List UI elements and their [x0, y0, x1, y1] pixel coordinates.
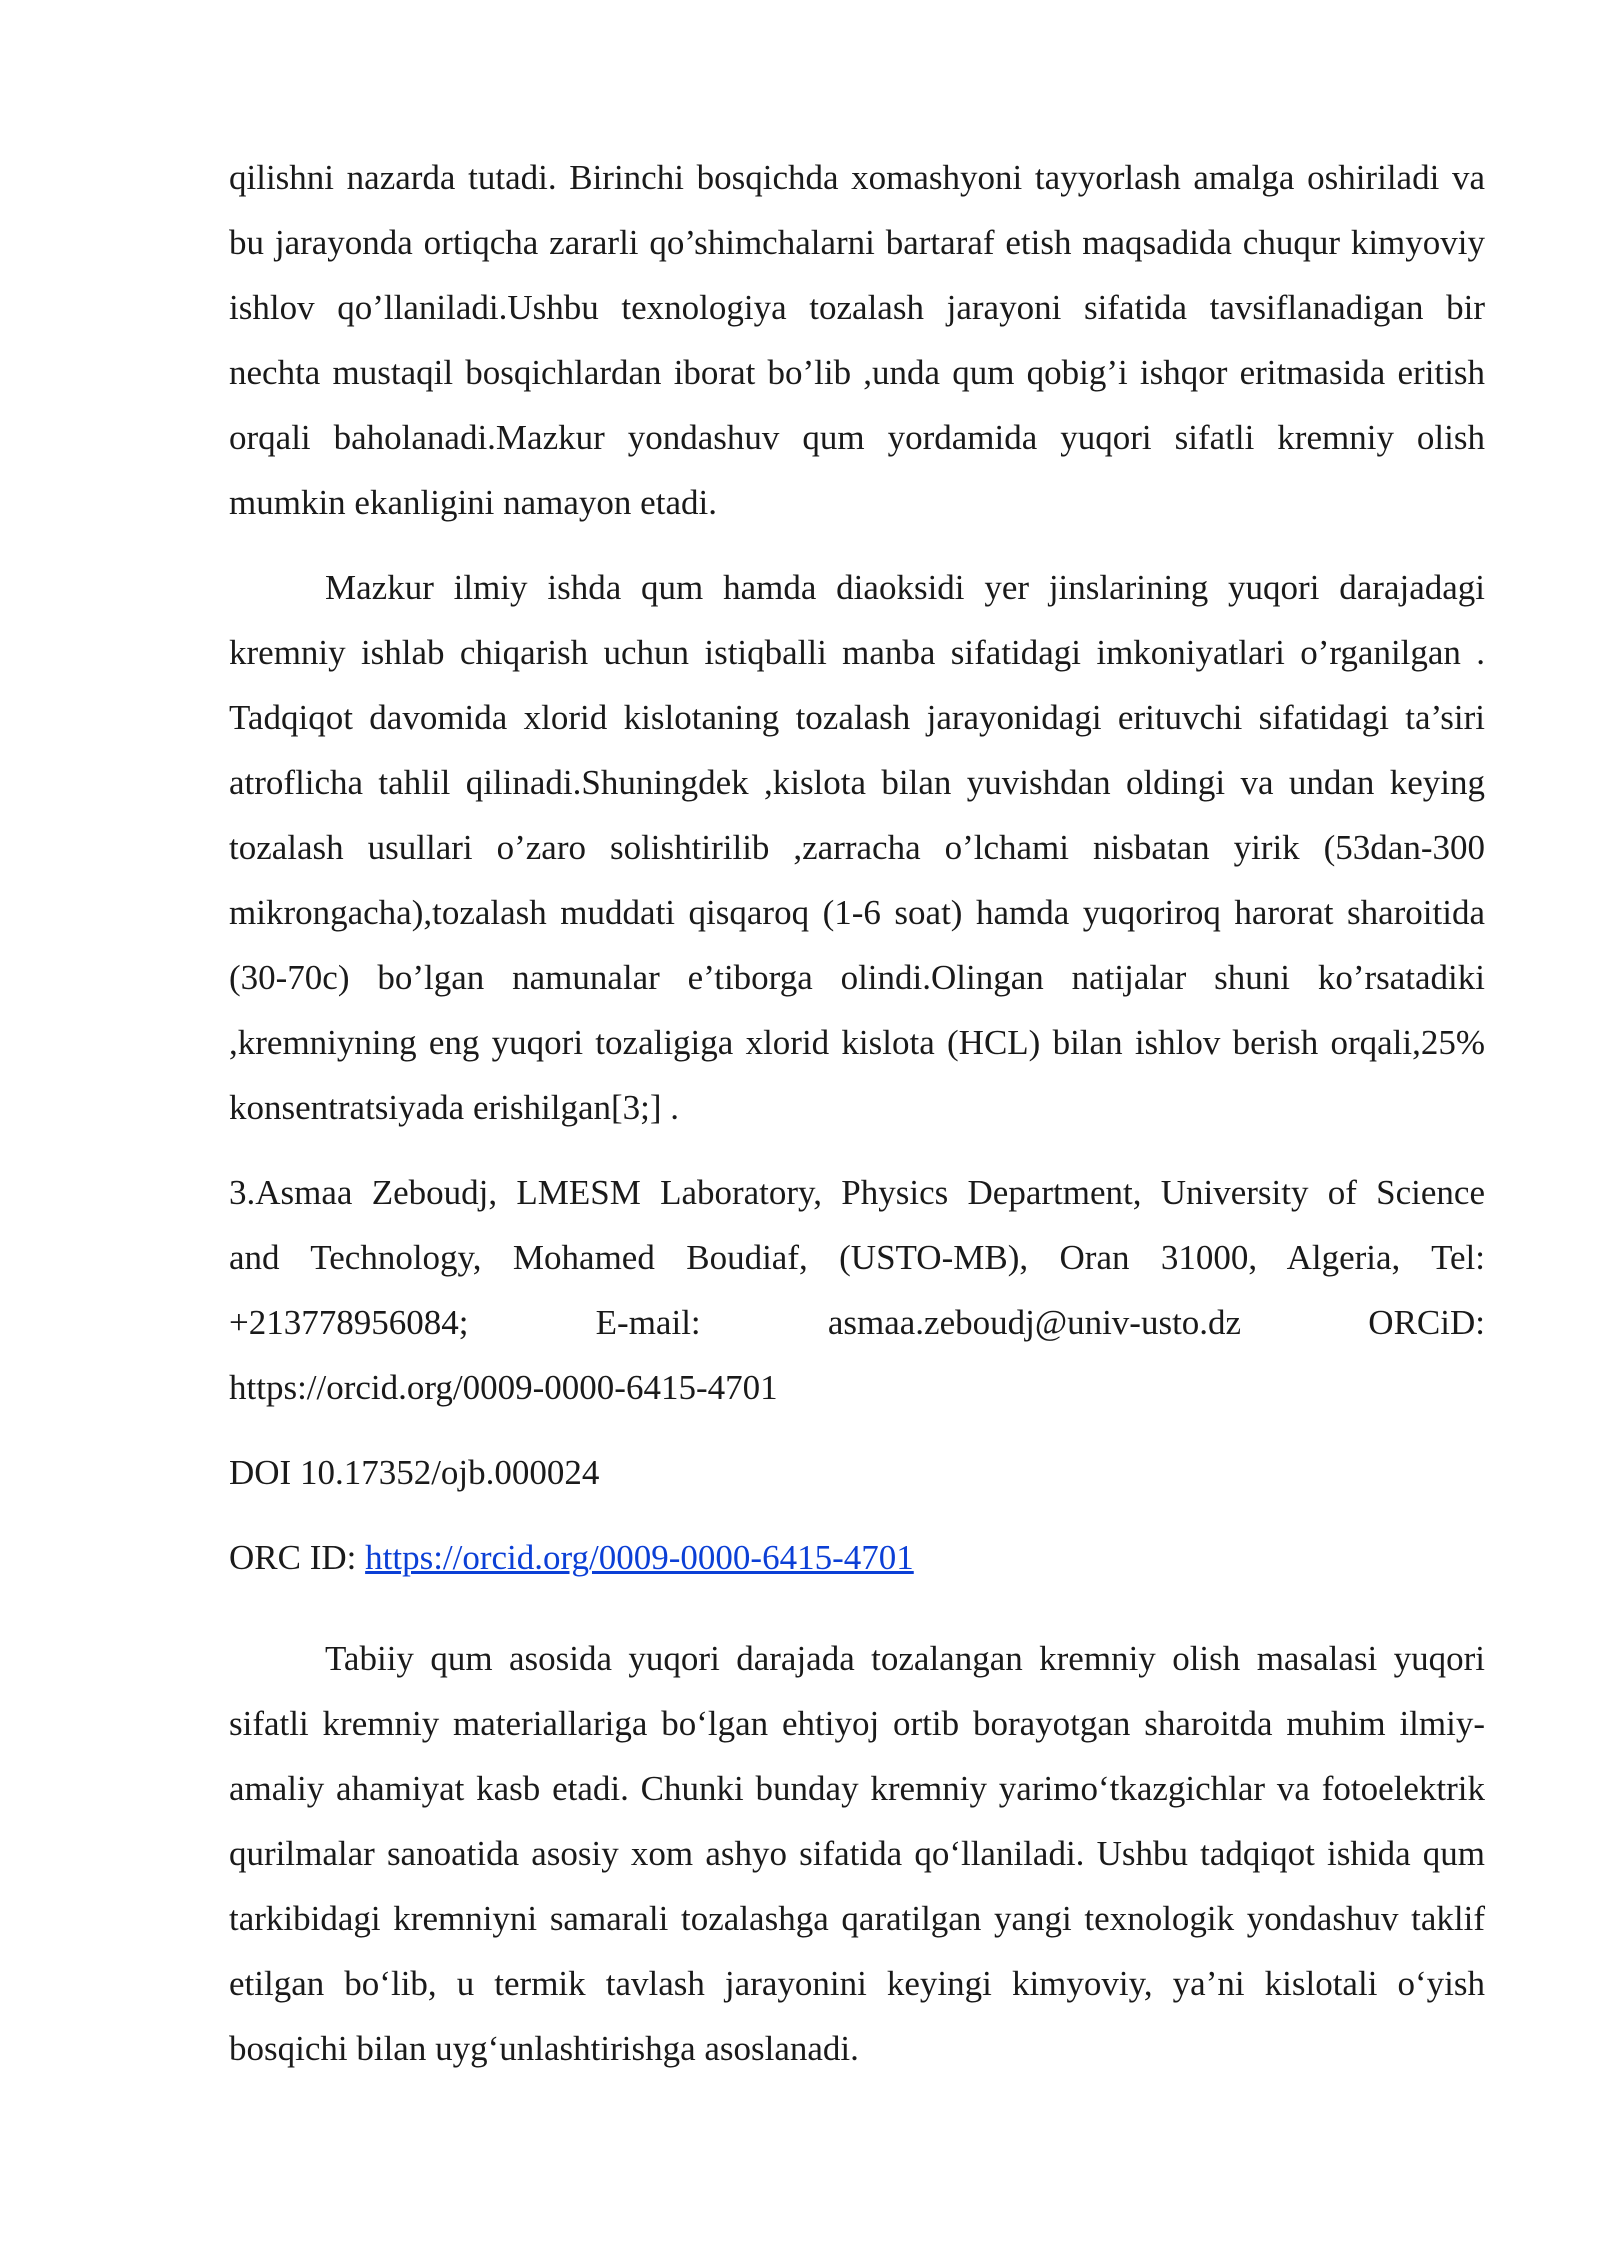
author-affiliation — [229, 1160, 1485, 1420]
affiliation-line-2: and Technology, Mohamed Boudiaf, (USTO-MB), Oran 31000, Algeria, Tel: — [229, 1238, 1485, 1277]
paragraph-continued: qilishni nazarda tutadi. Birinchi bosqichda xomashyoni tayyorlash amalga oshiriladi va bu jarayonda ortiqcha zararli qo’shimchalarni bartaraf etish maqsadida chuqur kimyoviy ishlov qo’llaniladi.Ushbu texnologiya tozalash jarayoni sifatida tavsiflanadigan bir nechta mustaqil bosqichlardan iborat bo’lib ,unda qum qobig’i ishqor eritmasida eritish orqali baholanadi.Mazkur yondashuv qum yordamida yuqori sifatli kremniy olish mumkin ekanligini namayon etadi. — [229, 158, 1485, 522]
page-content — [229, 145, 1485, 2081]
orcid-line — [229, 1525, 1485, 1590]
affiliation-line-3: +213778956084; E-mail: asmaa.zeboudj@univ-usto.dz ORCiD: — [229, 1303, 1485, 1342]
paragraph-introduction: Tabiiy qum asosida yuqori darajada tozalangan kremniy olish masalasi yuqori sifatli kremniy materiallariga bo‘lgan ehtiyoj ortib borayotgan sharoitda muhim ilmiy-amaliy ahamiyat kasb etadi. Chunki bunday kremniy yarimo‘tkazgichlar va fotoelektrik qurilmalar sanoatida asosiy xom ashyo sifatida qo‘llaniladi. Ushbu tadqiqot ishida qum tarkibidagi kremniyni samarali tozalashga qaratilgan yangi texnologik yondashuv taklif etilgan bo‘lib, u termik tavlash jarayonini keyingi kimyoviy, ya’ni kislotali o‘yish bosqichi bilan uyg‘unlashtirishga asoslanadi. — [229, 1639, 1485, 2068]
doi-line: DOI 10.17352/ojb.000024 — [229, 1453, 600, 1492]
affiliation-orcid-url: https://orcid.org/0009-0000-6415-4701 — [229, 1368, 778, 1407]
orcid-label: ORC ID: — [229, 1538, 366, 1577]
orcid-link[interactable]: https://orcid.org/0009-0000-6415-4701 — [365, 1538, 914, 1577]
affiliation-line-1: 3.Asmaa Zeboudj, LMESM Laboratory, Physics Department, University of Science — [229, 1173, 1485, 1212]
paragraph-research-summary: Mazkur ilmiy ishda qum hamda diaoksidi yer jinslarining yuqori darajadagi kremniy ishlab chiqarish uchun istiqballi manba sifatidagi imkoniyatlari o’rganilgan . Tadqiqot davomida xlorid kislotaning tozalash jarayonidagi erituvchi sifatidagi ta’siri atroflicha tahlil qilinadi.Shuningdek ,kislota bilan yuvishdan oldingi va undan keying tozalash usullari o’zaro solishtirilib ,zarracha o’lchami nisbatan yirik (53dan-300 mikrongacha),tozalash muddati qisqaroq (1-6 soat) hamda yuqoriroq harorat sharoitida (30-70c) bo’lgan namunalar e’tiborga olindi.Olingan natijalar shuni ko’rsatadiki ,kremniyning eng yuqori tozaligiga xlorid kislota (HCL) bilan ishlov berish orqali,25% konsentratsiyada erishilgan[3;] . — [229, 568, 1485, 1127]
